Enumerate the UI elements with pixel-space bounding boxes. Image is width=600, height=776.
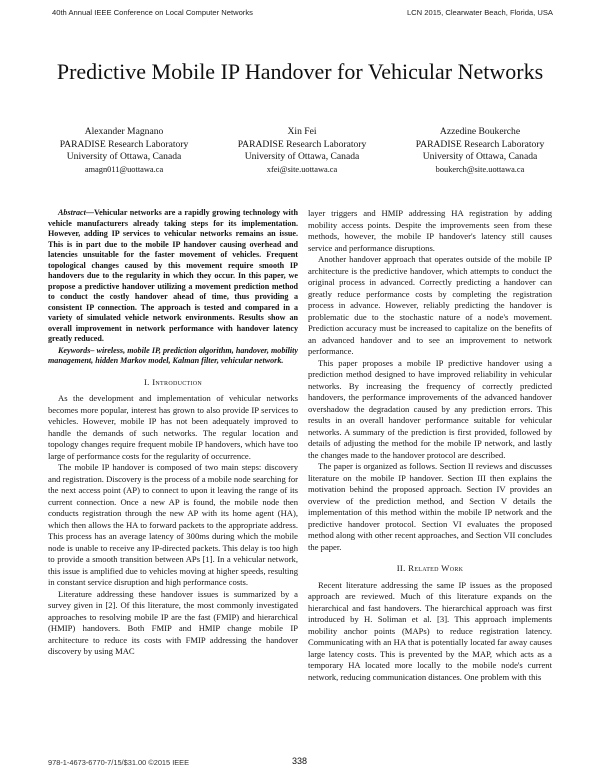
paper-title: Predictive Mobile IP Handover for Vehicular Networks	[56, 59, 544, 84]
author-university: University of Ottawa, Canada	[66, 151, 182, 162]
author-university: University of Ottawa, Canada	[244, 151, 360, 162]
section-heading-introduction	[48, 377, 298, 389]
paragraph: The mobile IP handover is composed of two main steps: discovery and registration. Discovery is the process of a mobile node searching for the next access point (AP) to connect to upon it leaving the range of its current connection. Once a new AP is found, the mobile node then conducts registration through the new AP with its home agent (HA), which then allows the HA to forward packets to the appropriate address. This process has an average latency of 300ms during which the mobile node is unable to receive any IP-directed packets. This delay is too high to provide a smooth transition between APs [1]. In a vehicular network, this issue is amplified due to vehicles moving at higher speeds, resulting in constant service disruption and high performance costs.	[48, 462, 298, 587]
paragraph: layer triggers and HMIP addressing HA registration by adding mobility access points. Despite the improvements seen from these methods, however, the mobile IP handover's latency still causes service and performance disruptions.	[308, 208, 552, 253]
author-block	[40, 126, 564, 176]
paragraph: Recent literature addressing the same IP issues as the proposed approach are reviewed. Much of this literature expands on the hierarchical and fast handovers. The hierarchical approach was first introduced by H. Soliman et al. [3]. This approach implements mobility anchor points (MAPs) to reduce registration latency. Communicating with an HA that is potentially located far away causes large latency costs. This is prevented by the MAP, which acts as a temporary HA located more locally to the mobile node's current network, reducing communication distances. One problem with this	[308, 579, 552, 682]
section-number: I.	[143, 376, 150, 387]
paragraph: Literature addressing these handover issues is summarized by a survey given in [2]. Of this literature, the most commonly investigated approaches to resolving mobile IP are the fast (FMIP) and hierarchical (HMIP) handovers. Both FMIP and HMIP change mobile IP architecture to reduce its costs with FMIP addressing the handover discovery by using MAC	[48, 588, 298, 656]
page-number: 338	[292, 756, 308, 766]
section-title: Related Work	[408, 563, 464, 573]
author-email[interactable]: xfei@site.uottawa.ca	[266, 164, 338, 174]
right-column	[308, 208, 552, 683]
abstract	[48, 208, 298, 345]
abstract-text: Vehicular networks are a rapidly growing technology with vehicle manufacturers already taking steps for its implementation. However, adding IP services to vehicular networks remains an issue. This is in part due to the mobile IP handover causing overhead and latencies unsuitable for the faster movement of vehicles. Frequent topological changes caused by this movement require smooth IP handovers due to the regularity in which they occur. In this paper, we propose a predictive handover utilizing a movement prediction method to conduct the costly handover ahead of time, thus providing a consistent IP connection. The approach is tested and compared in a variety of simulated vehicle network environments. Results show an overall improvement in network performance with handover latency greatly reduced.	[48, 208, 298, 343]
author-university: University of Ottawa, Canada	[422, 151, 538, 162]
author-name: Alexander Magnano	[84, 126, 164, 137]
author-email[interactable]: amagn011@uottawa.ca	[84, 164, 164, 174]
author-name: Xin Fei	[287, 126, 317, 137]
author-lab: PARADISE Research Laboratory	[59, 138, 189, 150]
running-header-location: LCN 2015, Clearwater Beach, Florida, USA	[406, 8, 553, 17]
author-email[interactable]: boukerch@site.uottawa.ca	[435, 164, 525, 174]
author-2	[218, 126, 386, 176]
abstract-lead: Abstract—	[58, 208, 94, 217]
section-title: Introduction	[152, 376, 203, 387]
left-column	[48, 208, 298, 658]
author-1	[40, 126, 208, 176]
author-lab: PARADISE Research Laboratory	[237, 138, 367, 150]
running-header-conference: 40th Annual IEEE Conference on Local Computer Networks	[52, 8, 253, 17]
paragraph: As the development and implementation of vehicular networks becomes more popular, interest has grown to also provide IP services to vehicles. However, mobile IP has not been adequately improved to handle the demands of such networks. The regular location and topology changes require frequent mobile IP handovers, which have too large of performance costs for the regularity of occurrence.	[48, 393, 298, 461]
paragraph: Another handover approach that operates outside of the mobile IP architecture is the predictive handover, which attempts to conduct the original process in advanced. Correctly predicting a handover can greatly reduce performance costs by completing the registration process in advance. However, reliably predicting the handover is problematic due to the stochastic nature of a node's movement. Prediction accuracy must be increased to capitalize on the benefits of an advanced handover and to see an improvement to network performance.	[308, 254, 552, 356]
author-name: Azzedine Boukerche	[439, 126, 521, 137]
section-number: II.	[396, 563, 406, 573]
copyright-footer: 978-1-4673-6770-7/15/$31.00 ©2015 IEEE	[48, 758, 190, 767]
author-lab: PARADISE Research Laboratory	[415, 138, 545, 150]
section-heading-related-work	[308, 563, 552, 575]
paragraph: The paper is organized as follows. Section II reviews and discusses literature on the mobile IP handover. Section III then explains the motivation behind the proposed approach. Section IV provides an overview of the prediction method, and Section V details the implementation of this method within the mobile IP network and the predictive handover protocol. Section VI evaluates the proposed method along with other recent approaches, and Section VII concludes the paper.	[308, 461, 552, 552]
keywords: Keywords– wireless, mobile IP, prediction algorithm, handover, mobility management, hidden Markov model, Kalman filter, vehicular network.	[48, 345, 298, 365]
paragraph: This paper proposes a mobile IP predictive handover using a prediction method designed to have improved reliability in vehicular networks. By increasing the frequency of correctly predicted handovers, the performance improvements of the advanced handover overshadow the degradation caused by any prediction errors. This results in an overall handover performance suitable for vehicular networks. A summary of the prediction is first provided, followed by details of adjusting the method for the mobile IP network, and lastly the changes made to the handover protocol are described.	[308, 357, 552, 460]
author-3	[396, 126, 564, 176]
